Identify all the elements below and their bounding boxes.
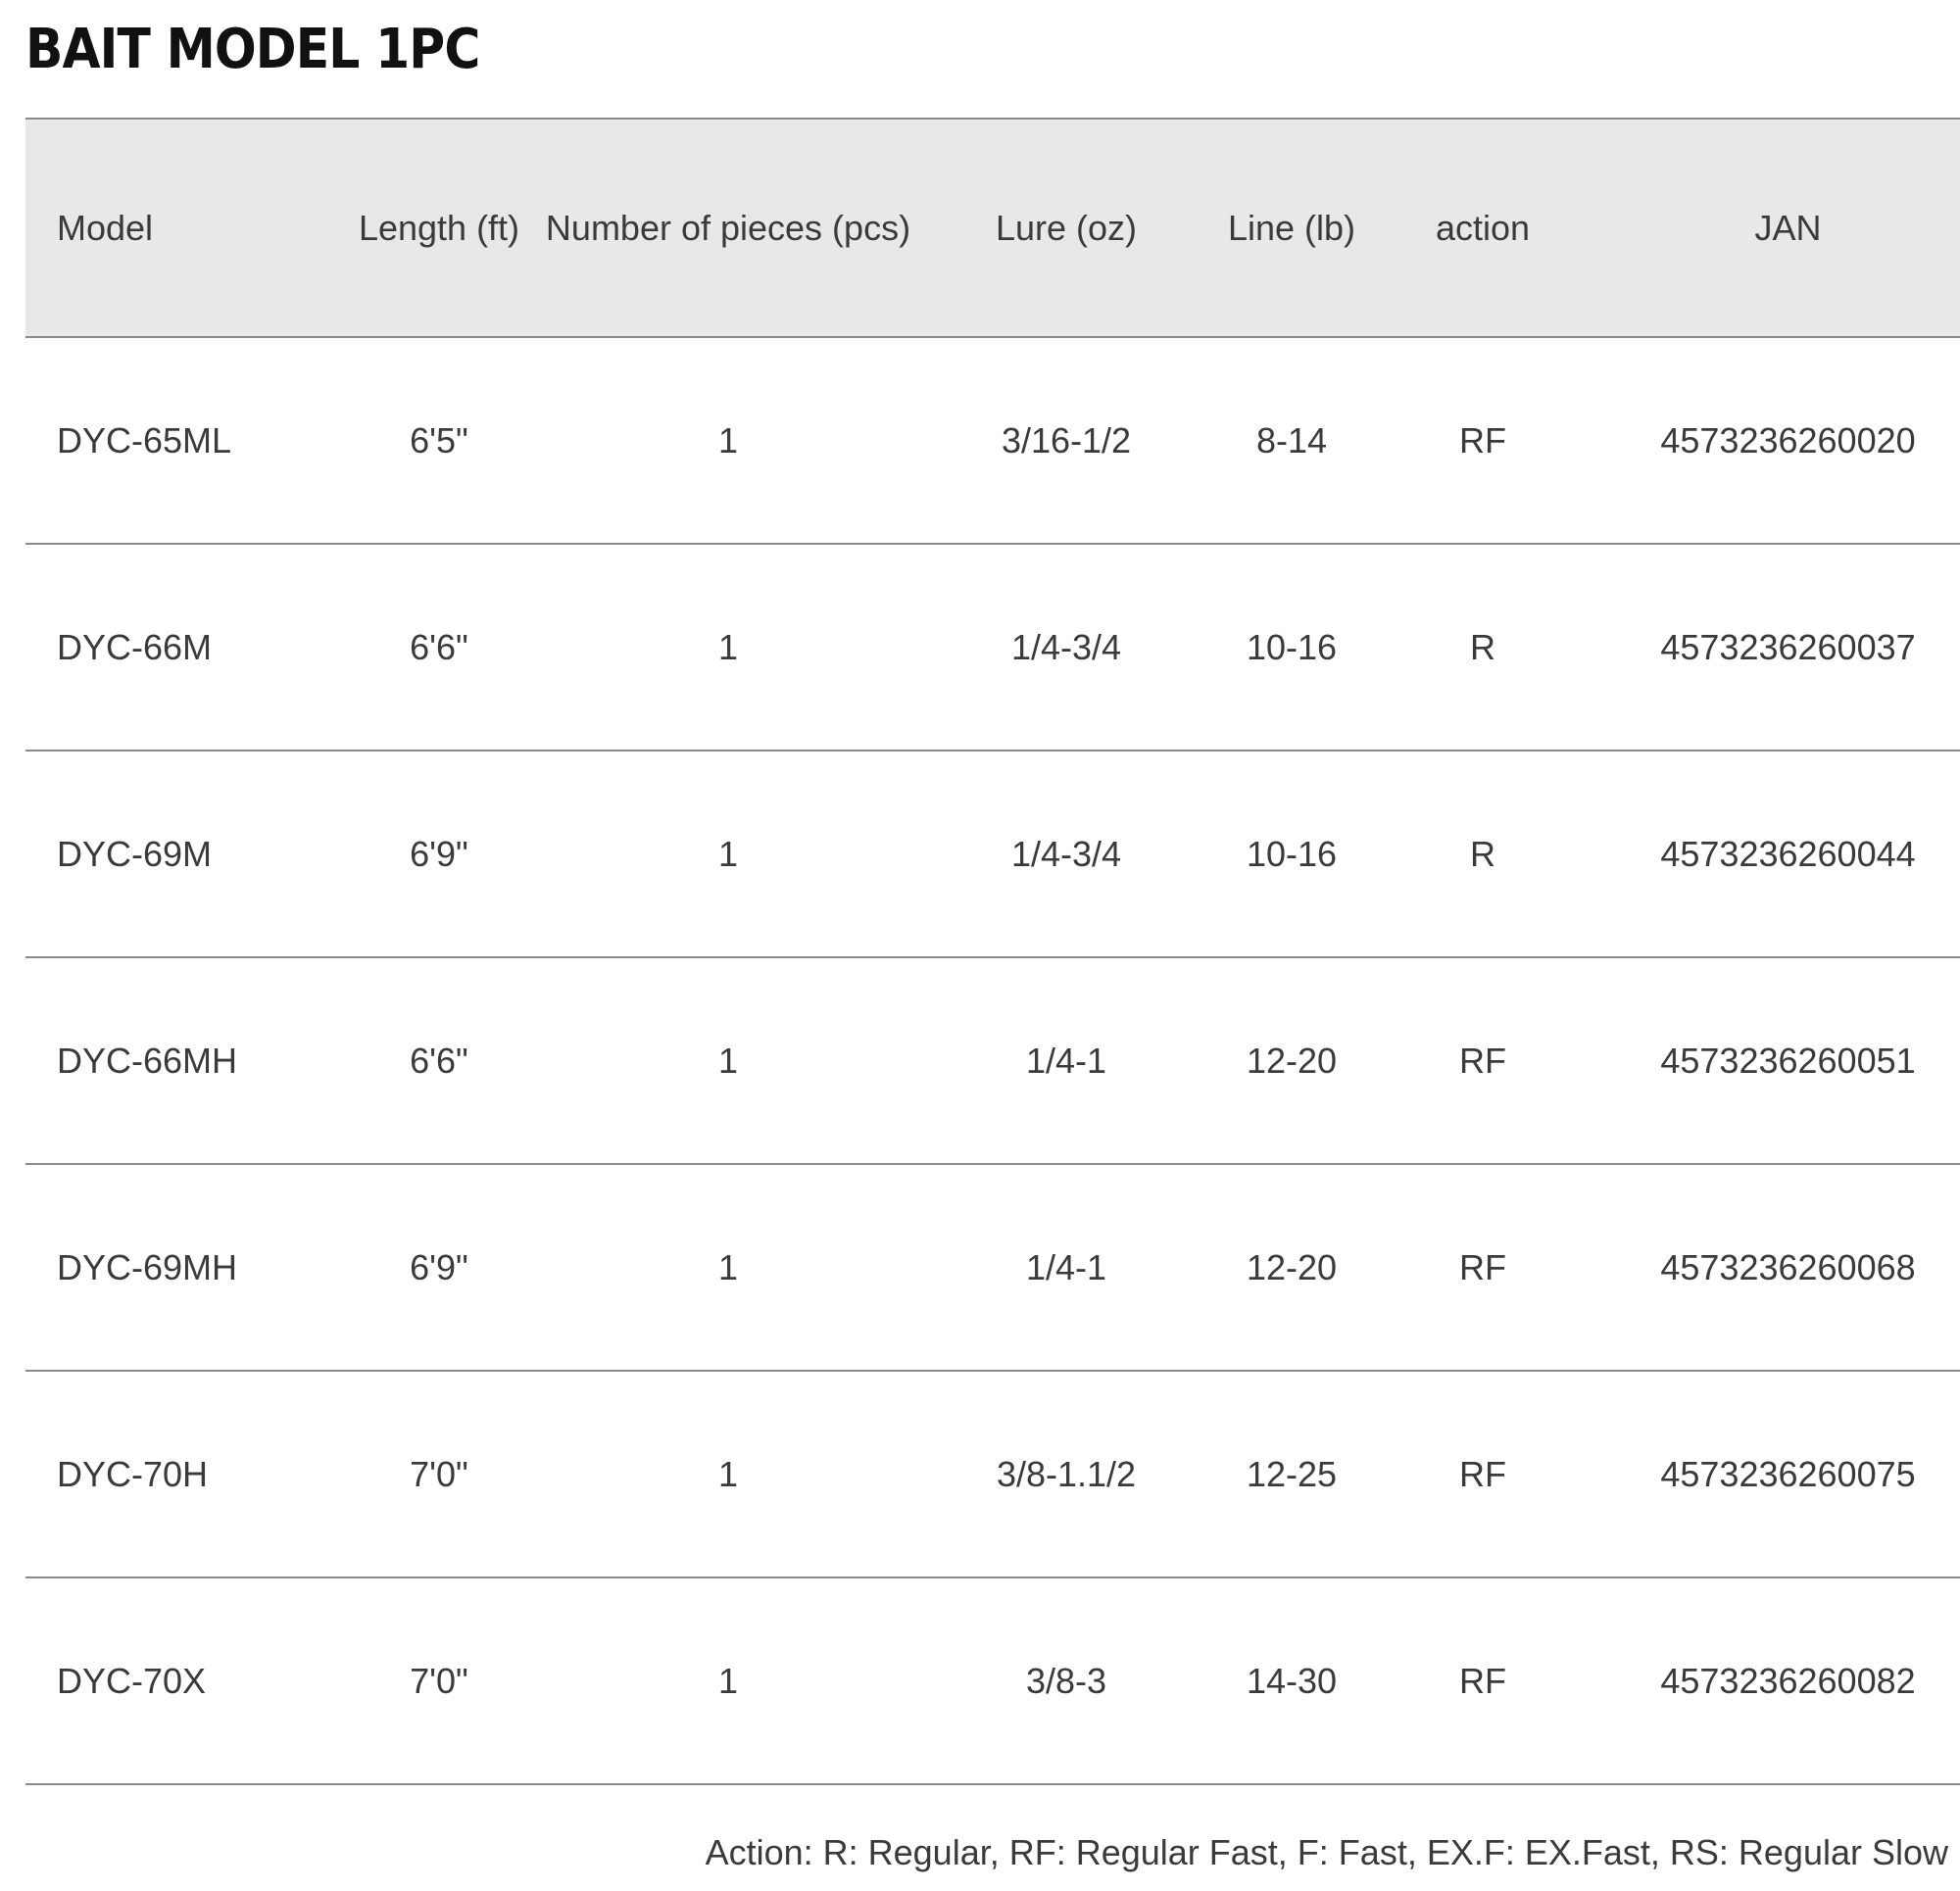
table-row [25,957,1960,1164]
cell-length: 6'9" [341,751,537,957]
spec-table [25,118,1960,1785]
cell-model: DYC-69MH [25,1164,341,1371]
cell-length: 7'0" [341,1577,537,1784]
cell-action: RF [1370,1577,1595,1784]
cell-model: DYC-70H [25,1371,341,1577]
header-line: Line (lb) [1213,119,1370,337]
cell-pieces: 1 [537,1164,919,1371]
table-row [25,337,1960,544]
cell-line: 12-20 [1213,1164,1370,1371]
cell-lure: 1/4-1 [919,957,1213,1164]
table-row [25,544,1960,751]
header-pieces: Number of pieces (pcs) [537,119,919,337]
cell-pieces: 1 [537,1371,919,1577]
cell-model: DYC-66MH [25,957,341,1164]
cell-pieces: 1 [537,1577,919,1784]
page-title: BAIT MODEL 1PC [25,18,480,81]
cell-action: RF [1370,337,1595,544]
cell-pieces: 1 [537,544,919,751]
cell-lure: 3/8-3 [919,1577,1213,1784]
cell-pieces: 1 [537,751,919,957]
header-model: Model [25,119,341,337]
header-jan: JAN [1595,119,1960,337]
cell-length: 6'6" [341,544,537,751]
cell-line: 12-25 [1213,1371,1370,1577]
cell-jan: 4573236260068 [1595,1164,1960,1371]
cell-model: DYC-66M [25,544,341,751]
header-lure: Lure (oz) [919,119,1213,337]
cell-length: 6'6" [341,957,537,1164]
cell-jan: 4573236260051 [1595,957,1960,1164]
cell-action: R [1370,544,1595,751]
cell-jan: 4573236260044 [1595,751,1960,957]
table-header [25,119,1960,337]
table-body [25,337,1960,1784]
header-action: action [1370,119,1595,337]
cell-length: 6'9" [341,1164,537,1371]
cell-jan: 4573236260082 [1595,1577,1960,1784]
cell-model: DYC-70X [25,1577,341,1784]
cell-length: 7'0" [341,1371,537,1577]
cell-lure: 3/16-1/2 [919,337,1213,544]
cell-jan: 4573236260075 [1595,1371,1960,1577]
action-legend-footnote: Action: R: Regular, RF: Regular Fast, F: Fast, EX.F: EX.Fast, RS: Regular Slow [705,1832,1948,1872]
cell-pieces: 1 [537,957,919,1164]
table-row [25,751,1960,957]
cell-action: R [1370,751,1595,957]
table-row [25,1577,1960,1784]
cell-model: DYC-65ML [25,337,341,544]
cell-lure: 3/8-1.1/2 [919,1371,1213,1577]
cell-length: 6'5" [341,337,537,544]
cell-lure: 1/4-1 [919,1164,1213,1371]
header-row [25,119,1960,337]
table-row [25,1371,1960,1577]
cell-action: RF [1370,1371,1595,1577]
cell-action: RF [1370,957,1595,1164]
cell-lure: 1/4-3/4 [919,751,1213,957]
cell-jan: 4573236260020 [1595,337,1960,544]
cell-model: DYC-69M [25,751,341,957]
cell-line: 14-30 [1213,1577,1370,1784]
header-length: Length (ft) [341,119,537,337]
cell-action: RF [1370,1164,1595,1371]
cell-line: 8-14 [1213,337,1370,544]
cell-line: 12-20 [1213,957,1370,1164]
cell-jan: 4573236260037 [1595,544,1960,751]
cell-pieces: 1 [537,337,919,544]
cell-line: 10-16 [1213,751,1370,957]
cell-lure: 1/4-3/4 [919,544,1213,751]
table-row [25,1164,1960,1371]
cell-line: 10-16 [1213,544,1370,751]
